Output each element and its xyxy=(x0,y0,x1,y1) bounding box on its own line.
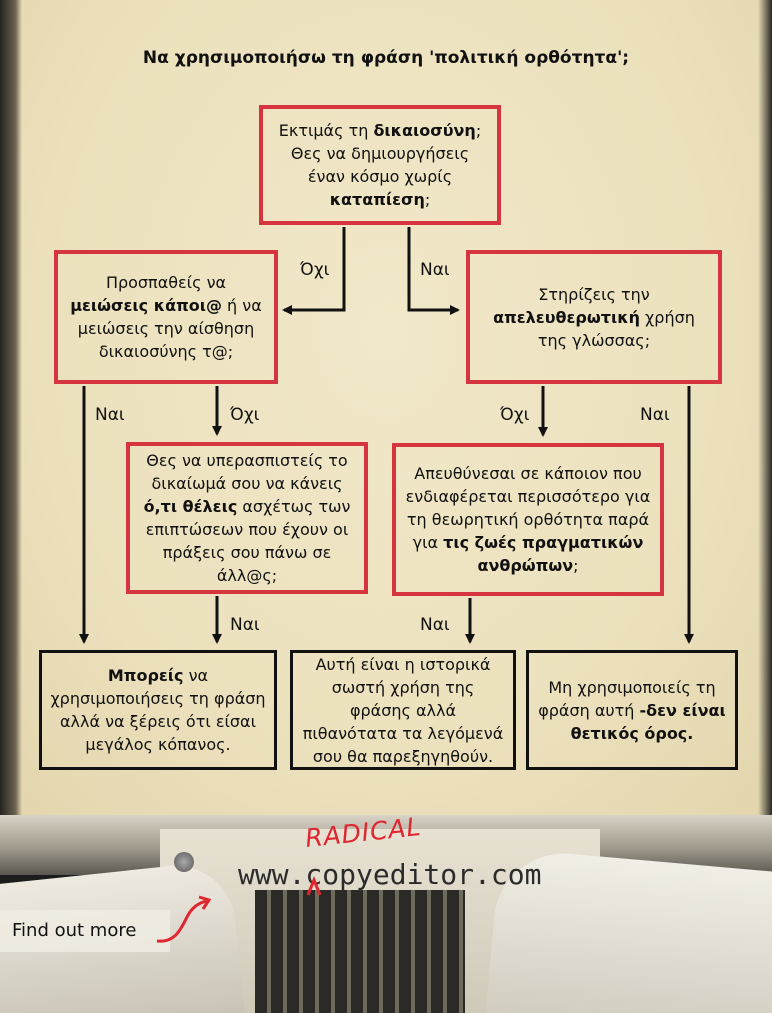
label-no-2: Όχι xyxy=(230,405,260,425)
find-out-more-link[interactable]: Find out more xyxy=(12,920,137,941)
result-not-positive-term: Μη χρησιμοποιείς τη φράση αυτή -δεν είναι θετικός όρος. xyxy=(526,650,738,770)
page-title: Να χρησιμοποιήσω τη φράση 'πολιτική ορθότητα'; xyxy=(142,48,630,68)
radical-annotation: RADICAL xyxy=(303,811,423,854)
label-no-3: Όχι xyxy=(500,405,530,425)
question-audience: Απευθύνεσαι σε κάποιον που ενδιαφέρεται περισσότερο για τη θεωρητική ορθότητα παρά για τις ζωές πραγματικών ανθρώπων; xyxy=(392,443,664,596)
curved-arrow-icon xyxy=(155,893,215,953)
question-liberating-language: Στηρίζεις την απελευθερωτική χρήση της γλώσσας; xyxy=(466,250,722,384)
label-yes-4: Ναι xyxy=(230,615,260,635)
roller-knob xyxy=(174,852,194,872)
label-yes-1: Ναι xyxy=(420,260,450,280)
result-big-jerk: Μπορείς να χρησιμοποιήσεις τη φράση αλλά να ξέρεις ότι είσαι μεγάλος κόπανος. xyxy=(39,650,277,770)
result-historically-correct: Αυτή είναι η ιστορικά σωστή χρήση της φράσης αλλά πιθανότατα τα λεγόμενά σου θα παρεξηγηθούν. xyxy=(290,650,516,770)
question-diminish: Προσπαθείς να μειώσεις κάποι@ ή να μειώσεις την αίσθηση δικαιοσύνης τ@; xyxy=(54,250,278,384)
website-url-link[interactable]: www.copyeditor.com xyxy=(238,858,542,891)
label-yes-5: Ναι xyxy=(420,615,450,635)
typebars xyxy=(255,890,465,1013)
label-yes-3: Ναι xyxy=(640,405,670,425)
label-yes-2: Ναι xyxy=(95,405,125,425)
question-defend-rights: Θες να υπερασπιστείς το δικαίωμά σου να κάνεις ό,τι θέλεις ασχέτως των επιπτώσεων που έχουν οι πράξεις σου πάνω σε άλλ@ς; xyxy=(126,442,368,594)
caret-mark xyxy=(300,860,330,900)
label-no-1: Όχι xyxy=(300,260,330,280)
question-justice: Εκτιμάς τη δικαιοσύνη; Θες να δημιουργήσεις έναν κόσμο χωρίς καταπίεση; xyxy=(259,105,501,225)
